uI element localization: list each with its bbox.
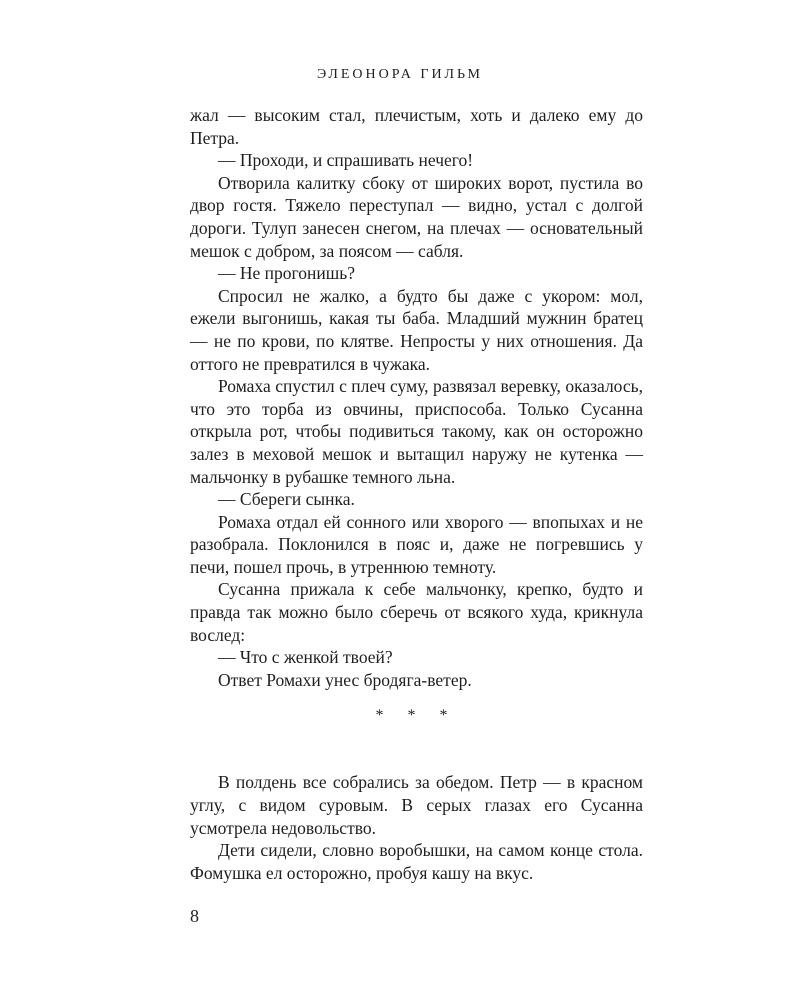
paragraph-dialogue: — Сбереги сынка. — [218, 489, 355, 510]
running-header: ЭЛЕОНОРА ГИЛЬМ — [317, 67, 483, 82]
paragraph: Ответ Ромахи унес бродяга-ветер. — [218, 669, 472, 690]
paragraph: Отворила калитку сбоку от широких ворот, пустила во двор гостя. Тяжело переступал — видно, устал с долгой дороги. Тулуп занесен снегом, на плечах — основательный мешок с добром, за поясом — сабля. — [190, 172, 643, 261]
paragraph-dialogue: — Не прогонишь? — [218, 263, 355, 284]
paragraph-dialogue: — Проходи, и спрашивать нечего! — [218, 150, 474, 171]
paragraph: Спросил не жалко, а будто бы даже с укором: мол, ежели выгонишь, какая ты баба. Младший мужнин братец — не по крови, по клятве. Непросты у них отношения. Да оттого не превратился в чужака. — [190, 285, 643, 374]
paragraph-dialogue: — Что с женкой твоей? — [218, 647, 393, 668]
paragraph: В полдень все собрались за обедом. Петр — в красном углу, с видом суровым. В серых глазах его Сусанна усмотрела недовольство. — [190, 772, 643, 838]
scene-separator: * * * — [375, 707, 458, 725]
paragraph: Ромаха отдал ей сонного или хворого — впопыхах и не разобрала. Поклонился в пояс и, даже не погревшись у печи, пошел прочь, в утреннюю темноту. — [190, 511, 643, 577]
body-text — [190, 104, 643, 884]
paragraph: Ромаха спустил с плеч суму, развязал веревку, оказалось, что это торба из овчины, приспособа. Только Сусанна открыла рот, чтобы подивиться такому, как он осторожно залез в меховой мешок и вытащил наружу не кутенка — мальчонку в рубашке темного льна. — [190, 376, 643, 487]
paragraph: Дети сидели, словно воробышки, на самом конце стола. Фомушка ел осторожно, пробуя кашу на вкус. — [190, 840, 643, 883]
page-number: 8 — [190, 906, 199, 926]
paragraph-continued: жал — высоким стал, плечистым, хоть и далеко ему до Петра. — [190, 105, 643, 148]
paragraph: Сусанна прижала к себе мальчонку, крепко, будто и правда так можно было сберечь от всякого худа, крикнула вослед: — [190, 579, 643, 645]
